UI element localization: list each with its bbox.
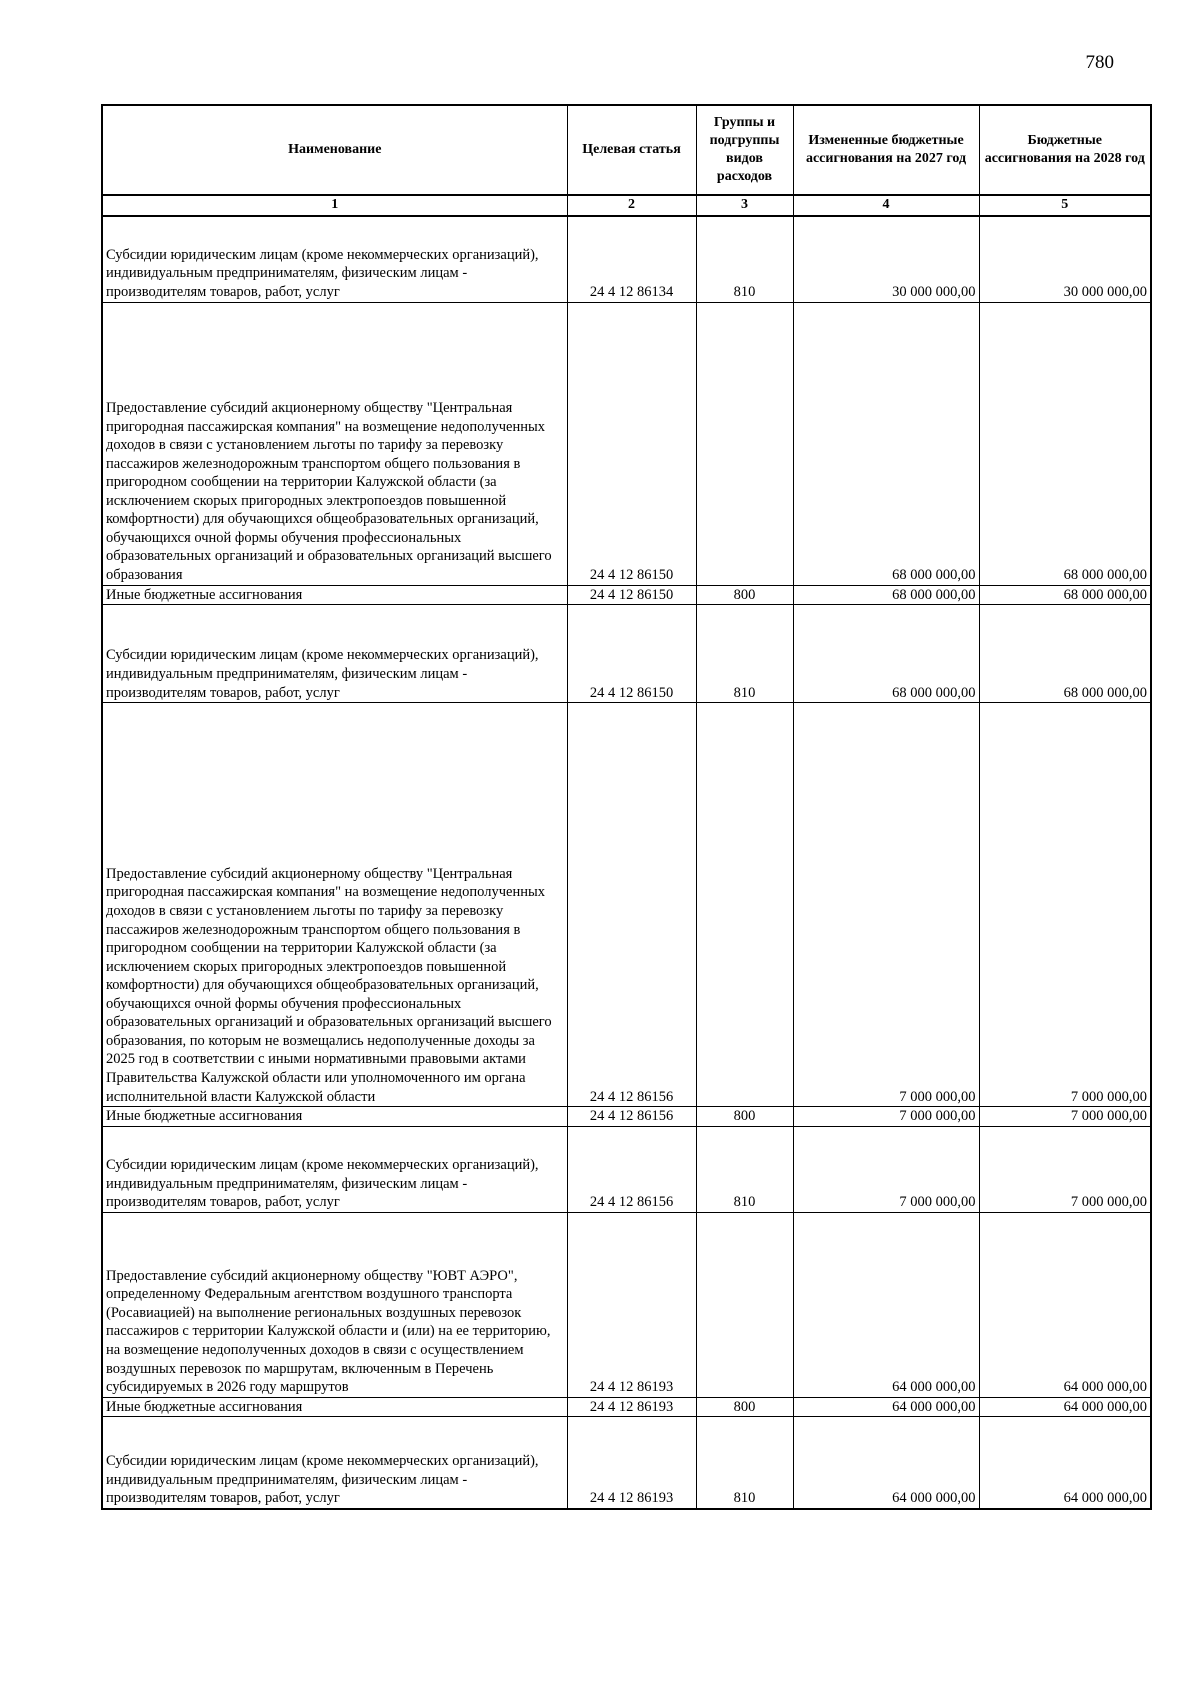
row-target-code: 24 4 12 86156: [567, 703, 696, 1107]
table-row: [102, 1212, 1151, 1397]
header-budget-2028: Бюджетные ассигнования на 2028 год: [979, 105, 1151, 195]
column-number: 2: [567, 195, 696, 216]
row-amount-2028: 64 000 000,00: [979, 1397, 1151, 1417]
row-name: Субсидии юридическим лицам (кроме некоммерческих организаций), индивидуальным предпринимателям, физическим лицам - производителям товаров, работ, услуг: [102, 1126, 567, 1212]
header-name: Наименование: [102, 105, 567, 195]
header-changed-2027: Измененные бюджетные ассигнования на 2027 год: [793, 105, 979, 195]
row-amount-2028: 68 000 000,00: [979, 605, 1151, 703]
page-number: 780: [1085, 52, 1114, 73]
row-group: 800: [696, 1397, 793, 1417]
row-amount-2028: 64 000 000,00: [979, 1417, 1151, 1509]
row-group: [696, 302, 793, 585]
column-number: 4: [793, 195, 979, 216]
column-number: 3: [696, 195, 793, 216]
header-expense-groups: Группы и подгруппы видов расходов: [696, 105, 793, 195]
table-row: [102, 585, 1151, 605]
row-name: Иные бюджетные ассигнования: [102, 1397, 567, 1417]
row-target-code: 24 4 12 86193: [567, 1212, 696, 1397]
row-target-code: 24 4 12 86150: [567, 585, 696, 605]
row-group: 810: [696, 216, 793, 302]
table-row: [102, 302, 1151, 585]
row-target-code: 24 4 12 86134: [567, 216, 696, 302]
row-amount-2027: 64 000 000,00: [793, 1212, 979, 1397]
row-group: [696, 703, 793, 1107]
budget-table: [101, 104, 1152, 1510]
row-target-code: 24 4 12 86193: [567, 1397, 696, 1417]
row-name: Иные бюджетные ассигнования: [102, 585, 567, 605]
row-group: [696, 1212, 793, 1397]
row-target-code: 24 4 12 86156: [567, 1107, 696, 1127]
row-amount-2028: 7 000 000,00: [979, 1107, 1151, 1127]
row-name: Предоставление субсидий акционерному обществу "Центральная пригородная пассажирская компания" на возмещение недополученных доходов в связи с установлением льготы по тарифу за перевозку пассажиров железнодорожным транспортом общего пользования в пригородном сообщении на территории Калужской области (за исключением скорых пригородных электропоездов повышенной комфортности) для обучающихся общеобразовательных организаций, обучающихся очной формы обучения профессиональных образовательных организаций и образовательных организаций высшего образования: [102, 302, 567, 585]
row-name: Предоставление субсидий акционерному обществу "ЮВТ АЭРО", определенному Федеральным агентством воздушного транспорта (Росавиацией) на выполнение региональных воздушных перевозок пассажиров с территории Калужской области и (или) на ее территорию, на возмещение недополученных доходов в связи с осуществлением воздушных перевозок по маршрутам, включенным в Перечень субсидируемых в 2026 году маршрутов: [102, 1212, 567, 1397]
row-target-code: 24 4 12 86156: [567, 1126, 696, 1212]
row-amount-2028: 68 000 000,00: [979, 585, 1151, 605]
row-amount-2027: 64 000 000,00: [793, 1397, 979, 1417]
row-amount-2027: 64 000 000,00: [793, 1417, 979, 1509]
row-amount-2027: 68 000 000,00: [793, 605, 979, 703]
table-row: [102, 1397, 1151, 1417]
row-name: Субсидии юридическим лицам (кроме некоммерческих организаций), индивидуальным предпринимателям, физическим лицам - производителям товаров, работ, услуг: [102, 1417, 567, 1509]
header-target-article: Целевая статья: [567, 105, 696, 195]
row-group: 810: [696, 605, 793, 703]
table-row: [102, 1107, 1151, 1127]
row-amount-2027: 30 000 000,00: [793, 216, 979, 302]
table-row: [102, 216, 1151, 302]
row-name: Предоставление субсидий акционерному обществу "Центральная пригородная пассажирская компания" на возмещение недополученных доходов в связи с установлением льготы по тарифу за перевозку пассажиров железнодорожным транспортом общего пользования в пригородном сообщении на территории Калужской области (за исключением скорых пригородных электропоездов повышенной комфортности) для обучающихся общеобразовательных организаций, обучающихся очной формы обучения профессиональных образовательных организаций и образовательных организаций высшего образования, по которым не возмещались недополученные доходы за 2025 год в соответствии с иными нормативными правовыми актами Правительства Калужской области или уполномоченного им органа исполнительной власти Калужской области: [102, 703, 567, 1107]
row-amount-2028: 68 000 000,00: [979, 302, 1151, 585]
table-row: [102, 1417, 1151, 1509]
row-amount-2027: 7 000 000,00: [793, 703, 979, 1107]
row-name: Субсидии юридическим лицам (кроме некоммерческих организаций), индивидуальным предпринимателям, физическим лицам - производителям товаров, работ, услуг: [102, 216, 567, 302]
row-amount-2027: 68 000 000,00: [793, 585, 979, 605]
row-target-code: 24 4 12 86193: [567, 1417, 696, 1509]
table-row: [102, 605, 1151, 703]
row-group: 810: [696, 1126, 793, 1212]
table-row: [102, 1126, 1151, 1212]
row-amount-2028: 7 000 000,00: [979, 1126, 1151, 1212]
row-target-code: 24 4 12 86150: [567, 302, 696, 585]
row-name: Субсидии юридическим лицам (кроме некоммерческих организаций), индивидуальным предпринимателям, физическим лицам - производителям товаров, работ, услуг: [102, 605, 567, 703]
row-name: Иные бюджетные ассигнования: [102, 1107, 567, 1127]
column-number: 5: [979, 195, 1151, 216]
row-amount-2027: 68 000 000,00: [793, 302, 979, 585]
row-amount-2027: 7 000 000,00: [793, 1126, 979, 1212]
row-group: 800: [696, 585, 793, 605]
row-group: 810: [696, 1417, 793, 1509]
column-number: 1: [102, 195, 567, 216]
row-amount-2028: 7 000 000,00: [979, 703, 1151, 1107]
row-amount-2028: 64 000 000,00: [979, 1212, 1151, 1397]
row-amount-2028: 30 000 000,00: [979, 216, 1151, 302]
table-row: [102, 703, 1151, 1107]
row-target-code: 24 4 12 86150: [567, 605, 696, 703]
row-amount-2027: 7 000 000,00: [793, 1107, 979, 1127]
row-group: 800: [696, 1107, 793, 1127]
